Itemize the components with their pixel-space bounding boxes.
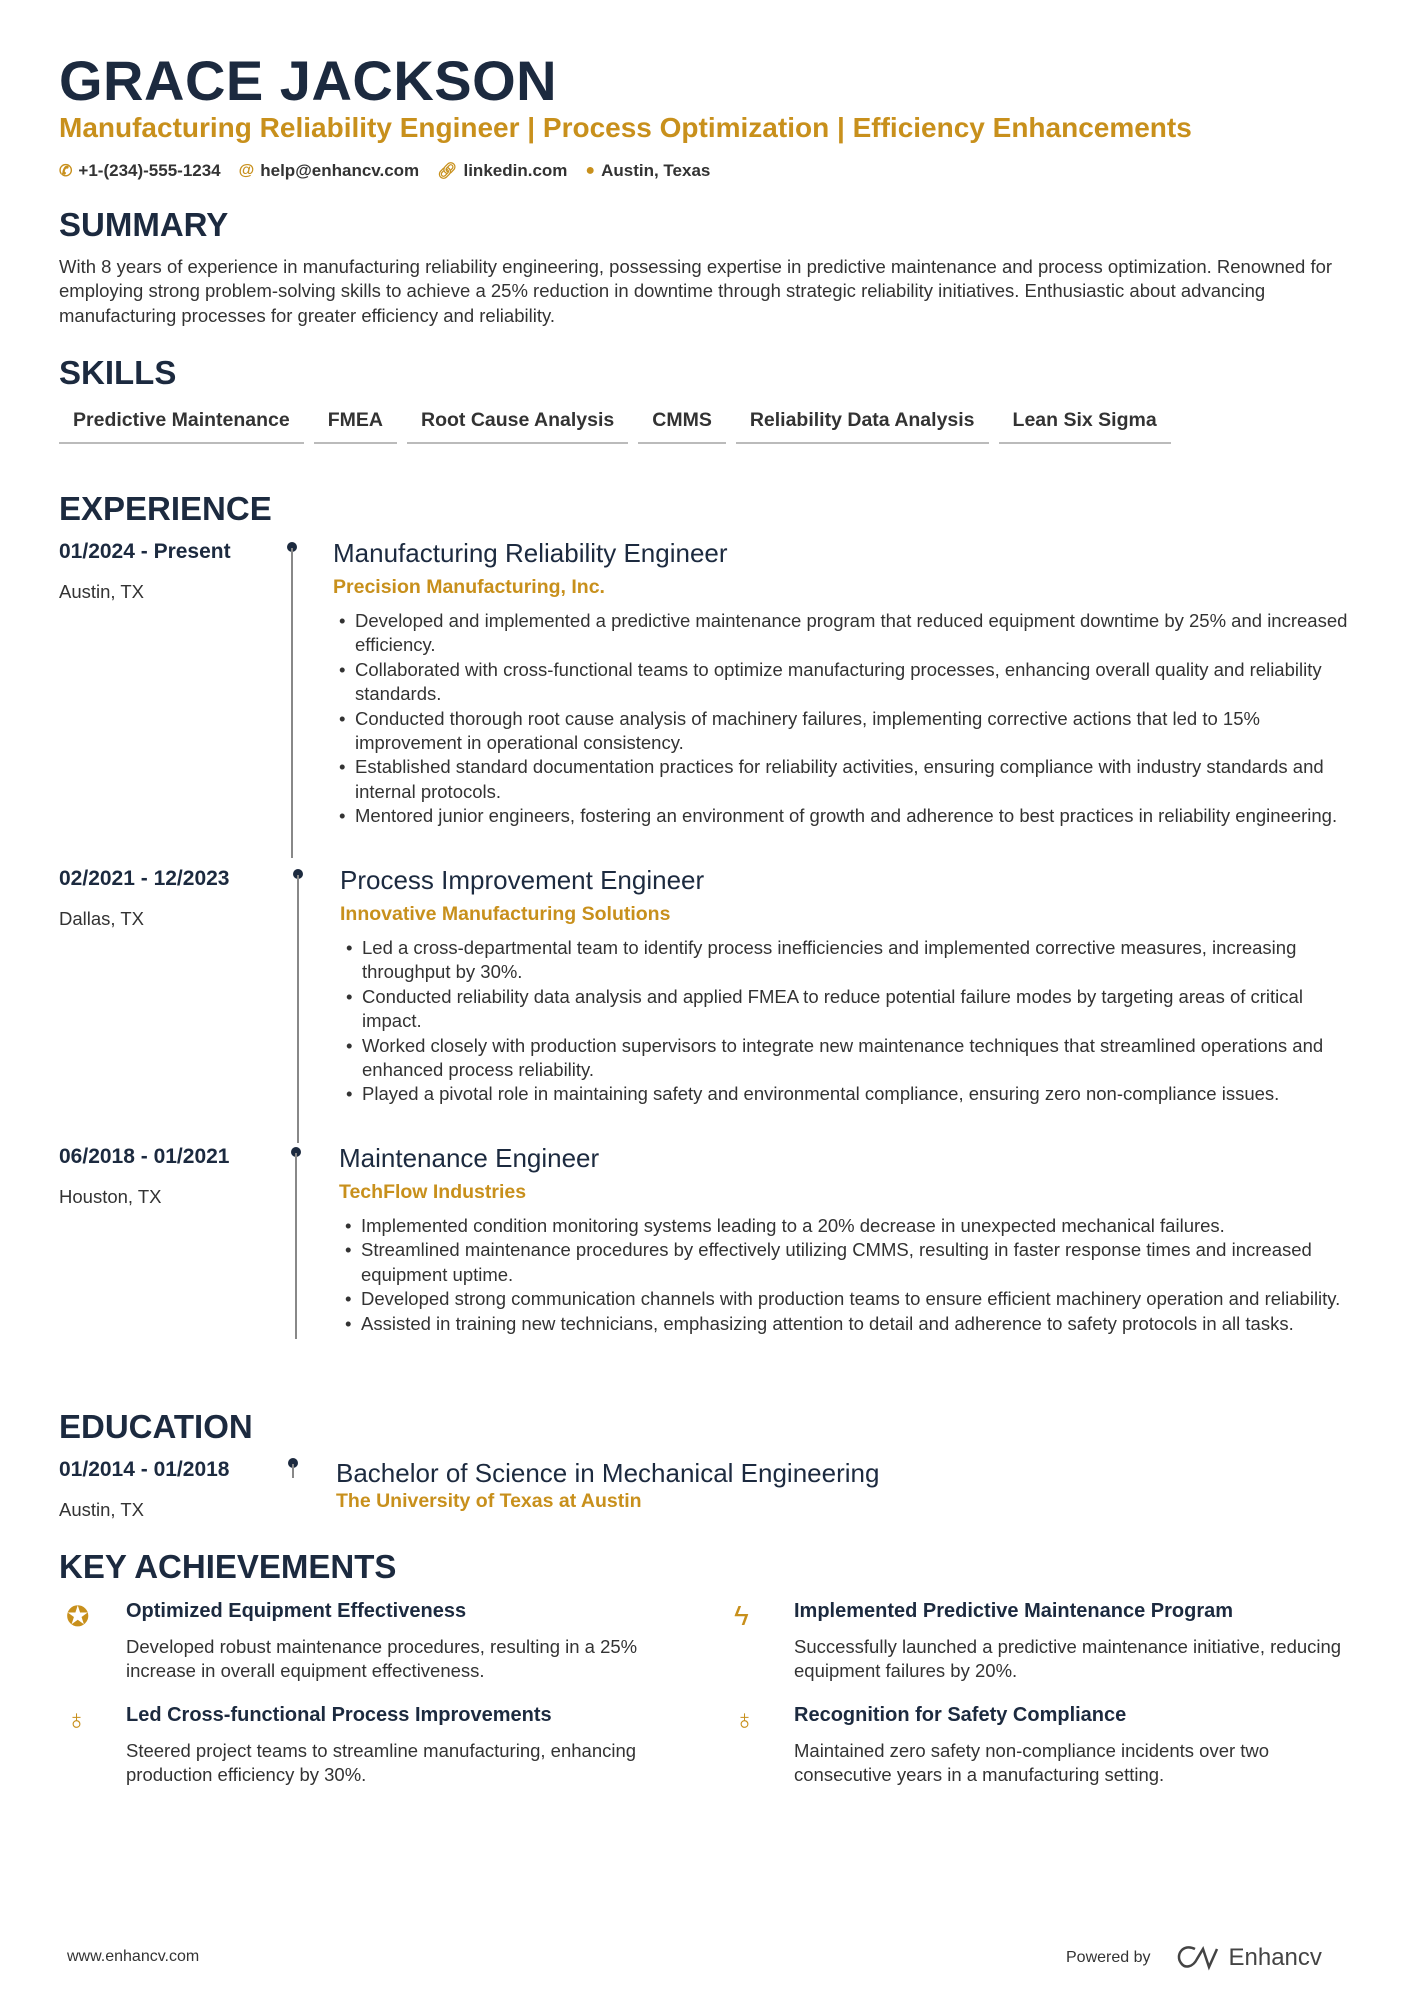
contact-linkedin[interactable] — [437, 161, 567, 181]
job-location: Dallas, TX — [59, 908, 144, 929]
award-icon: ✪ — [66, 1601, 90, 1632]
contact-bar — [59, 161, 710, 181]
achievement-title: Implemented Predictive Maintenance Program — [794, 1600, 1234, 1622]
at-icon: @ — [238, 162, 255, 179]
skill-tag: FMEA — [314, 409, 397, 444]
skills-list — [59, 409, 1171, 444]
location-icon: ● — [585, 162, 596, 179]
contact-email[interactable] — [239, 161, 420, 181]
bullet: • Developed and implemented a predictive maintenance program that reduced equipment downtime by 25% and increased efficiency. — [333, 609, 1363, 658]
job-location: Austin, TX — [59, 581, 145, 602]
skill-tag: Lean Six Sigma — [999, 409, 1171, 444]
company-name: Innovative Manufacturing Solutions — [340, 903, 671, 925]
bullet: • Implemented condition monitoring systems leading to a 20% decrease in unexpected mechanical failures. — [339, 1214, 1363, 1238]
bullet: • Played a pivotal role in maintaining safety and environmental compliance, ensuring zero non-compliance issues. — [340, 1082, 1360, 1106]
link-icon: 🔗︎ — [437, 163, 458, 180]
achievement-title: Recognition for Safety Compliance — [794, 1704, 1127, 1726]
phone-icon: ✆ — [59, 163, 73, 180]
edu-location: Austin, TX — [59, 1499, 145, 1520]
lightning-icon: ϟ — [734, 1600, 749, 1631]
lightbulb-icon: ♁ — [734, 1704, 755, 1735]
bullet: • Streamlined maintenance procedures by effectively utilizing CMMS, resulting in faster response times and increased equipment uptime. — [339, 1238, 1363, 1287]
job-title: Manufacturing Reliability Engineer — [333, 538, 728, 568]
bullet: • Led a cross-departmental team to identify process inefficiencies and implemented corrective measures, increasing throughput by 30%. — [340, 936, 1360, 985]
timeline-line — [297, 875, 299, 1143]
school-name: The University of Texas at Austin — [336, 1490, 642, 1512]
bullet: • Worked closely with production supervisors to integrate new maintenance techniques that streamlined operations and enhanced process reliability. — [340, 1034, 1360, 1083]
achievement-text: Successfully launched a predictive maintenance initiative, reducing equipment failures by 20%. — [794, 1636, 1342, 1682]
candidate-name: GRACE JACKSON — [59, 49, 558, 112]
bullet: • Mentored junior engineers, fostering an environment of growth and adherence to best practices in reliability engineering. — [333, 804, 1363, 828]
skill-tag: Predictive Maintenance — [59, 409, 304, 444]
experience-heading: EXPERIENCE — [59, 490, 272, 527]
footer-website[interactable]: www.enhancv.com — [67, 1948, 200, 1965]
contact-location — [585, 161, 710, 181]
brand-name: Enhancv — [1228, 1944, 1322, 1971]
achievement-title: Led Cross-functional Process Improvements — [126, 1704, 552, 1726]
bullet: • Developed strong communication channels with production teams to ensure efficient machinery operation and reliability. — [339, 1287, 1363, 1311]
job-bullets — [340, 936, 1360, 1107]
education-heading: EDUCATION — [59, 1408, 253, 1445]
email-text: help@enhancv.com — [260, 161, 420, 180]
bullet: • Established standard documentation practices for reliability activities, ensuring compliance with industry standards and internal protocols. — [333, 755, 1363, 804]
job-bullets — [339, 1214, 1363, 1336]
achievements-heading: KEY ACHIEVEMENTS — [59, 1548, 397, 1585]
enhancv-logo-icon — [1175, 1945, 1221, 1971]
job-title: Process Improvement Engineer — [340, 865, 705, 895]
achievement-text: Maintained zero safety non-compliance incidents over two consecutive years in a manufacturing setting. — [794, 1740, 1270, 1786]
enhancv-logo[interactable] — [1175, 1944, 1322, 1972]
job-bullets — [333, 609, 1363, 829]
contact-phone[interactable] — [59, 161, 221, 181]
skill-tag: CMMS — [638, 409, 726, 444]
edu-dates: 01/2014 - 01/2018 — [59, 1458, 230, 1481]
summary-text: With 8 years of experience in manufacturing reliability engineering, possessing expertise in predictive maintenance and process optimization. Renowned for employing strong problem-solving skills to achieve a 25% reduction in downtime through strategic reliability initiatives. Enthusiastic about advancing manufacturing processes for greater efficiency and reliability. — [59, 256, 1333, 326]
location-text: Austin, Texas — [601, 161, 711, 180]
achievement-text: Steered project teams to streamline manufacturing, enhancing production efficiency by 30%. — [126, 1740, 637, 1786]
job-dates: 01/2024 - Present — [59, 540, 231, 563]
timeline-line — [292, 1464, 294, 1478]
job-dates: 06/2018 - 01/2021 — [59, 1145, 230, 1168]
company-name: TechFlow Industries — [339, 1181, 527, 1203]
job-title: Maintenance Engineer — [339, 1143, 600, 1173]
skill-tag: Reliability Data Analysis — [736, 409, 989, 444]
powered-by-label: Powered by — [1066, 1949, 1151, 1966]
skill-tag: Root Cause Analysis — [407, 409, 628, 444]
linkedin-text: linkedin.com — [463, 161, 568, 180]
lightbulb-icon: ♁ — [66, 1704, 87, 1735]
achievement-text: Developed robust maintenance procedures, resulting in a 25% increase in overall equipment effectiveness. — [126, 1636, 638, 1682]
bullet: • Conducted reliability data analysis and applied FMEA to reduce potential failure modes by targeting areas of critical impact. — [340, 985, 1360, 1034]
summary-heading: SUMMARY — [59, 206, 229, 243]
phone-text: +1-(234)-555-1234 — [78, 161, 221, 180]
achievement-title: Optimized Equipment Effectiveness — [126, 1600, 467, 1622]
timeline-line — [291, 548, 293, 858]
job-location: Houston, TX — [59, 1186, 162, 1207]
skills-heading: SKILLS — [59, 354, 177, 391]
timeline-line — [295, 1153, 297, 1339]
bullet: • Assisted in training new technicians, emphasizing attention to detail and adherence to safety protocols in all tasks. — [339, 1312, 1363, 1336]
degree: Bachelor of Science in Mechanical Engineering — [336, 1458, 880, 1488]
bullet: • Collaborated with cross-functional teams to optimize manufacturing processes, enhancing overall quality and reliability standards. — [333, 658, 1363, 707]
experience-entry — [59, 540, 1361, 860]
bullet: • Conducted thorough root cause analysis of machinery failures, implementing corrective actions that led to 15% improvement in operational consistency. — [333, 707, 1363, 756]
headline: Manufacturing Reliability Engineer | Process Optimization | Efficiency Enhancements — [59, 112, 1192, 143]
footer-branding — [1066, 1944, 1322, 1972]
job-dates: 02/2021 - 12/2023 — [59, 867, 230, 890]
company-name: Precision Manufacturing, Inc. — [333, 576, 605, 598]
